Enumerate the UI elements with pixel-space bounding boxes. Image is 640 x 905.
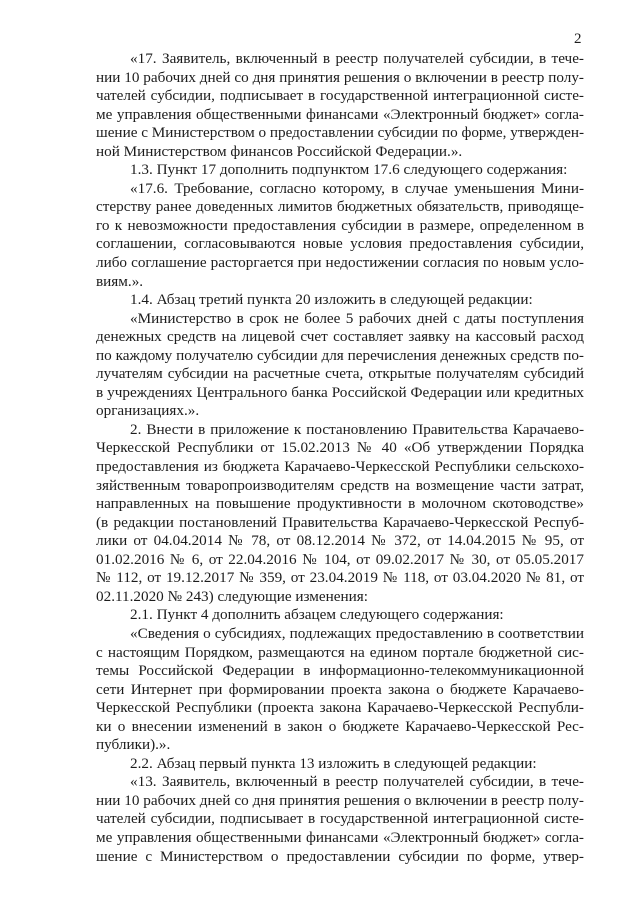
text-line: 2.2. Абзац первый пункта 13 изложить в следующей редакции:: [130, 754, 537, 772]
text-line: 01.02.2016 № 6, от 22.04.2016 № 104, от 09.02.2017 № 30, от 05.05.2017: [96, 550, 584, 568]
text-line: го к невозможности предоставления субсидии в размере, определенном в: [96, 216, 584, 234]
document-body: [96, 50, 584, 866]
text-line: Черкесской Республики от 15.02.2013 № 40 «Об утверждении Порядка: [96, 439, 584, 457]
text-line: 2. Внести в приложение к постановлению Правительства Карачаево-: [130, 420, 584, 438]
text-line: чателей субсидии, подписывает в государственной интеграционной систе-: [96, 810, 584, 828]
text-line: 1.4. Абзац третий пункта 20 изложить в следующей редакции:: [130, 291, 533, 309]
text-line: с настоящим Порядком, размещаются на едином портале бюджетной сис-: [96, 643, 584, 661]
text-line: ной Министерством финансов Российской Федерации.».: [96, 142, 463, 160]
text-line: соглашении, согласовываются новые условия предоставления субсидии,: [96, 235, 584, 253]
text-line: ме управления общественными финансами «Электронный бюджет» согла-: [96, 105, 584, 123]
text-line: в учреждениях Центрального банка Российской Федерации или кредитных: [96, 383, 584, 401]
text-line: 2.1. Пункт 4 дополнить абзацем следующего содержания:: [130, 606, 504, 624]
text-line: направленных на повышение продуктивности в молочном скотоводстве»: [96, 495, 584, 513]
text-line: либо соглашение расторгается при недостижении согласия по новым усло-: [96, 254, 584, 272]
page-number: 2: [574, 31, 582, 47]
text-line: нии 10 рабочих дней со дня принятия решения о включении в реестр полу-: [96, 68, 584, 86]
text-line: «13. Заявитель, включенный в реестр получателей субсидии, в тече-: [130, 773, 584, 791]
text-line: зяйственным товаропроизводителям средств на возмещение части затрат,: [96, 476, 584, 494]
text-line: нии 10 рабочих дней со дня принятия решения о включении в реестр полу-: [96, 791, 584, 809]
text-line: «17.6. Требование, согласно которому, в случае уменьшения Мини-: [130, 179, 584, 197]
text-line: «Министерство в срок не более 5 рабочих дней с даты поступления: [130, 309, 584, 327]
text-line: 1.3. Пункт 17 дополнить подпунктом 17.6 следующего содержания:: [130, 161, 568, 179]
text-line: предоставления из бюджета Карачаево-Черкесской Республики сельскохо-: [96, 458, 584, 476]
text-line: чателей субсидии, подписывает в государственной интеграционной систе-: [96, 87, 584, 105]
text-line: 02.11.2020 № 243) следующие изменения:: [96, 587, 368, 605]
text-line: сети Интернет при формировании проекта закона о бюджете Карачаево-: [96, 680, 584, 698]
text-line: Черкесской Республики (проекта закона Карачаево-Черкесской Республи-: [96, 699, 584, 717]
text-line: организациях.».: [96, 402, 200, 420]
text-line: по каждому получателю субсидии для перечисления денежных средств по-: [96, 346, 584, 364]
text-line: темы Российской Федерации в информационно-телекоммуникационной: [96, 662, 584, 680]
text-line: денежных средств на лицевой счет составляет заявку на кассовый расход: [96, 328, 584, 346]
text-line: публики).».: [96, 736, 171, 754]
text-line: ки о внесении изменений в закон о бюджете Карачаево-Черкесской Рес-: [96, 717, 584, 735]
text-line: «17. Заявитель, включенный в реестр получателей субсидии, в тече-: [130, 50, 584, 67]
text-line: (в редакции постановлений Правительства Карачаево-Черкесской Респуб-: [96, 513, 584, 531]
text-line: лики от 04.04.2014 № 78, от 08.12.2014 № 372, от 14.04.2015 № 95, от: [96, 532, 584, 550]
text-line: шение с Министерством о предоставлении субсидии по форме, утвержден-: [96, 124, 584, 142]
text-line: «Сведения о субсидиях, подлежащих предоставлению в соответствии: [130, 624, 584, 642]
text-line: лучателям субсидии на расчетные счета, открытые получателям субсидий: [96, 365, 584, 383]
text-line: № 112, от 19.12.2017 № 359, от 23.04.2019 № 118, от 03.04.2020 № 81, от: [96, 569, 584, 587]
text-line: ме управления общественными финансами «Электронный бюджет» согла-: [96, 828, 584, 846]
text-line: шение с Министерством о предоставлении субсидии по форме, утвер-: [96, 847, 584, 865]
text-line: виям.».: [96, 272, 144, 290]
text-line: стерству ранее доведенных лимитов бюджетных обязательств, приводяще-: [96, 198, 584, 216]
